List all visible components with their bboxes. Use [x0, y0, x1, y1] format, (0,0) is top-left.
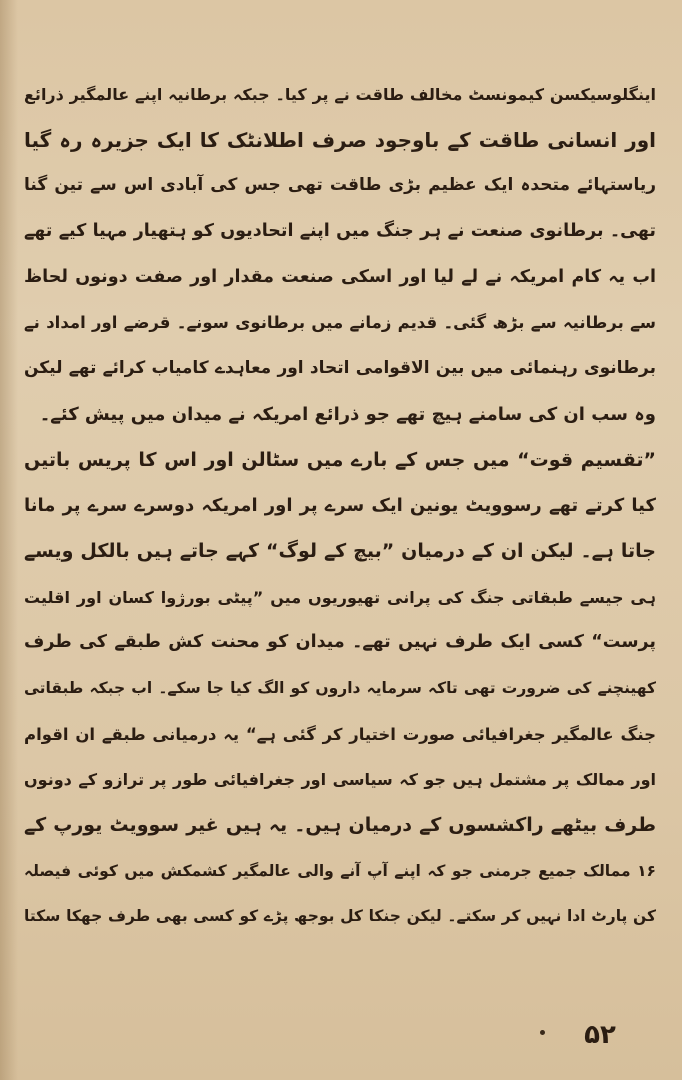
- text-line: ریاستہائے متحدہ ایک عظیم بڑی طاقت تھی جس کی آبادی اس سے تین گنا: [24, 175, 656, 196]
- text-line: ہی جیسے طبقاتی جنگ کی پرانی تھیوریوں میں ”پیٹی بورژوا کسان اور اقلیت: [24, 587, 656, 607]
- text-line: ۱۶ ممالک جمیع جرمنی جو کہ اپنے آپ آنے والی عالمگیر کشمکش میں کوئی فیصلہ: [24, 861, 656, 880]
- text-line: کھینچنے کی ضرورت تھی تاکہ سرمایہ داروں کو الگ کیا جا سکے۔ اب جبکہ طبقاتی: [24, 678, 656, 697]
- text-line: اور انسانی طاقت کے باوجود صرف اطلانٹک کا ایک جزیرہ رہ گیا: [24, 127, 656, 152]
- text-line: جنگ عالمگیر جغرافیائی صورت اختیار کر گئی ہے“ یہ درمیانی طبقے ان اقوام: [24, 724, 656, 744]
- text-line: سے برطانیہ سے بڑھ گئی۔ قدیم زمانے میں برطانوی سونے۔ قرضے اور امداد نے: [24, 313, 656, 333]
- text-line: ”تقسیم قوت“ میں جس کے بارے میں سٹالن اور اس کا پریس باتیں: [24, 448, 656, 471]
- text-line: اینگلوسیکسن کیمونسٹ مخالف طاقت نے پر کیا۔ جبکہ برطانیہ اپنے عالمگیر ذرائع: [24, 85, 656, 104]
- text-line: برطانوی رہنمائی میں بین الاقوامی اتحاد اور معاہدے کامیاب کرائے تھے لیکن: [24, 358, 656, 379]
- text-line: تھی۔ برطانوی صنعت نے ہر جنگ میں اپنے اتحادیوں کو ہتھیار مہیا کیے تھے: [24, 221, 656, 242]
- text-line: کیا کرتے تھے رسوویٹ یونین ایک سرے پر اور امریکہ دوسرے سرے پر مانا: [24, 495, 656, 517]
- text-line: اور ممالک پر مشتمل ہیں جو کہ سیاسی اور جغرافیائی طور پر ترازو کے دونوں: [24, 770, 656, 790]
- text-line: جاتا ہے۔ لیکن ان کے درمیان ”بیچ کے لوگ“ کہے جاتے ہیں بالکل ویسے: [24, 539, 656, 562]
- text-line: کن پارٹ ادا نہیں کر سکتے۔ لیکن جنکا کل بوجھ پڑے کو کسی بھی طرف جھکا سکتا: [24, 907, 656, 926]
- body-text: [24, 72, 656, 940]
- text-line: طرف بیٹھے راکشسوں کے درمیان ہیں۔ یہ ہیں غیر سوویٹ یورپ کے: [24, 814, 656, 836]
- text-line: اب یہ کام امریکہ نے لے لیا اور اسکی صنعت مقدار اور صفت دونوں لحاظ: [24, 266, 656, 287]
- page-number: ۵۲: [584, 1020, 616, 1050]
- text-line: پرست“ کسی ایک طرف نہیں تھے۔ میدان کو محنت کش طبقے کی طرف: [24, 632, 656, 653]
- page-edge-shadow: [0, 0, 18, 1080]
- text-line: وہ سب ان کی سامنے ہیچ تھے جو ذرائع امریکہ نے میدان میں پیش کئے۔: [39, 403, 656, 425]
- ink-dot: [540, 1030, 545, 1035]
